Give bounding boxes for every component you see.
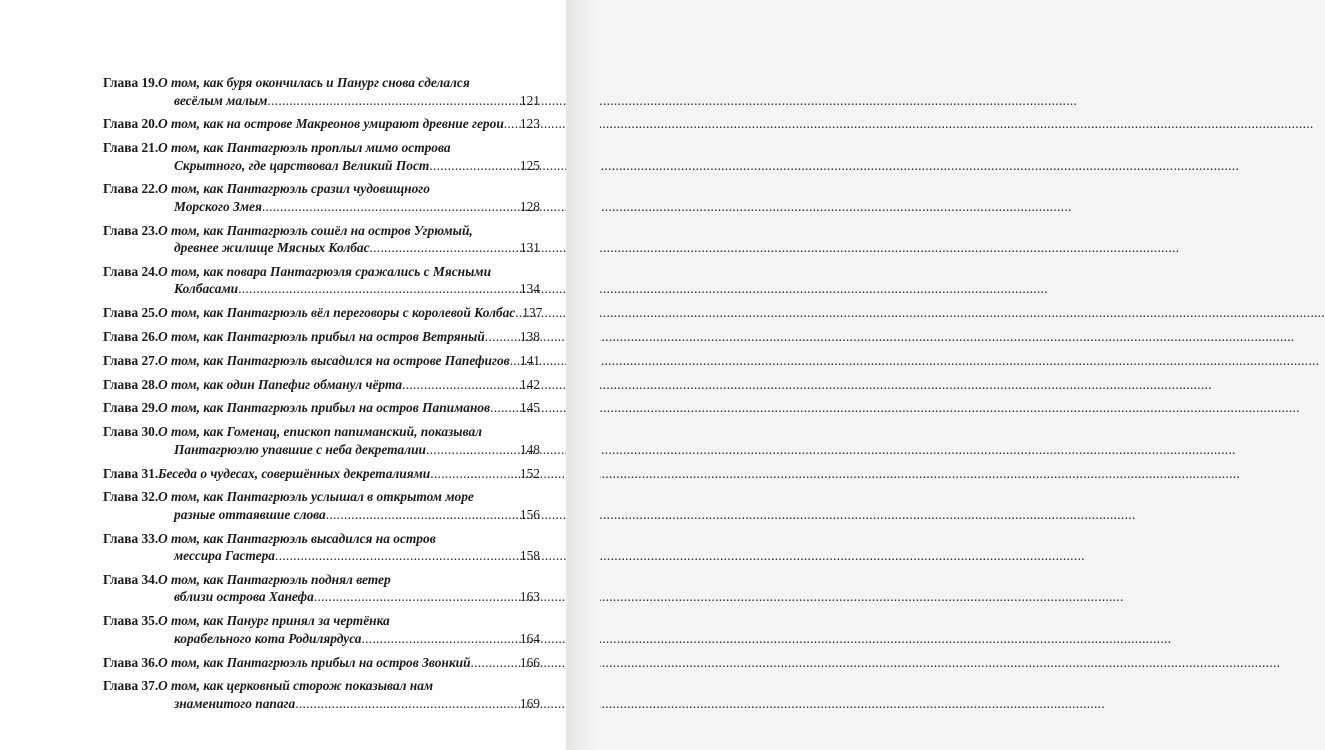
chapter-label: Глава 25. — [103, 305, 159, 321]
page-number: 131 — [519, 240, 540, 256]
chapter-title-line — [158, 239, 540, 257]
dot-leader — [471, 654, 519, 672]
dot-leader — [490, 399, 519, 417]
page-number: 145 — [519, 400, 540, 416]
chapter-body — [158, 654, 540, 672]
chapter-title-line: О том, как Пантагрюэль услышал в открытом море — [158, 489, 474, 505]
chapter-title-text: О том, как Пантагрюэль прибыл на остров Ветряный — [158, 329, 485, 345]
toc-entry — [103, 465, 540, 483]
page-number: 141 — [519, 352, 540, 368]
chapter-title-line — [158, 304, 543, 322]
chapter-body — [158, 399, 540, 417]
chapter-title-line — [158, 654, 540, 672]
dot-leader — [504, 115, 519, 133]
page-number: 125 — [519, 157, 540, 173]
dot-leader — [262, 198, 519, 216]
chapter-title-line — [158, 115, 540, 133]
chapter-title-text: О том, как Пантагрюэль вёл переговоры с королевой Колбас — [158, 305, 516, 321]
chapter-title-line: О том, как Пантагрюэль поднял ветер — [158, 571, 391, 587]
chapter-title-text: весёлым малым — [174, 92, 268, 108]
chapter-body — [158, 74, 540, 109]
chapter-title-text: О том, как Пантагрюэль прибыл на остров Звонкий — [158, 654, 471, 670]
toc-entry — [103, 488, 540, 523]
chapter-title-line: О том, как Пантагрюэль сошёл на остров Угрюмый, — [158, 222, 473, 238]
chapter-title-text: О том, как на острове Макреонов умирают древние герои — [158, 116, 504, 132]
chapter-body — [158, 465, 540, 483]
chapter-title-line — [158, 506, 540, 524]
dot-leader — [402, 376, 519, 394]
chapter-body — [158, 677, 540, 712]
chapter-title-text: Пантагрюэлю упавшие с неба декреталии — [174, 441, 427, 457]
page-number: 156 — [519, 506, 540, 522]
chapter-title-line — [158, 441, 540, 459]
dot-leader — [238, 280, 519, 298]
chapter-label: Глава 33. — [103, 530, 159, 546]
toc-entry — [103, 399, 540, 417]
chapter-label: Глава 19. — [103, 75, 159, 90]
chapter-body — [158, 180, 540, 215]
chapter-body — [158, 328, 540, 346]
chapter-title-text: Колбасами — [174, 281, 239, 297]
dot-leader — [314, 588, 519, 606]
toc-entry — [103, 222, 540, 257]
page-number: 134 — [519, 281, 540, 297]
chapter-title-line — [158, 280, 540, 298]
chapter-title-text: О том, как Пантагрюэль прибыл на остров Папиманов — [158, 400, 491, 416]
chapter-title-line: О том, как церковный сторож показывал нам — [158, 678, 434, 694]
chapter-body — [158, 612, 540, 647]
chapter-title-text: знаменитого папага — [174, 695, 296, 711]
chapter-title-text: корабельного кота Родилярдуса — [174, 630, 362, 646]
chapter-title-text: Скрытного, где царствовал Великий Пост — [174, 157, 430, 173]
toc-entry — [103, 74, 540, 109]
chapter-title-line: О том, как Гоменац, епископ папиманский, показывал — [158, 424, 483, 440]
chapter-label: Глава 37. — [103, 678, 159, 694]
chapter-title-text: древнее жилище Мясных Колбас — [174, 240, 370, 256]
chapter-body — [158, 304, 543, 322]
page-number: 123 — [519, 116, 540, 132]
chapter-title-text: разные оттаявшие слова — [174, 506, 326, 522]
chapter-title-text: Морского Змея — [174, 198, 262, 214]
chapter-title-text: О том, как Пантагрюэль высадился на острове Папефигов — [158, 352, 510, 368]
chapter-label: Глава 30. — [103, 424, 159, 440]
page-number: 166 — [519, 654, 540, 670]
chapter-label: Глава 31. — [103, 465, 159, 481]
chapter-label: Глава 22. — [103, 181, 159, 197]
toc-entry — [103, 530, 540, 565]
chapter-title-line: О том, как Панург принял за чертёнка — [158, 613, 390, 629]
chapter-label: Глава 29. — [103, 400, 159, 416]
dot-leader — [370, 239, 519, 257]
chapter-label: Глава 24. — [103, 263, 159, 279]
chapter-body — [158, 115, 540, 133]
table-of-contents — [103, 74, 543, 719]
page-number: 148 — [519, 441, 540, 457]
chapter-title-line: О том, как Пантагрюэль высадился на остров — [158, 530, 436, 546]
chapter-title-line — [158, 352, 540, 370]
dot-leader — [430, 465, 519, 483]
chapter-title-line — [158, 157, 540, 175]
chapter-title-line — [158, 376, 540, 394]
toc-entry — [103, 612, 540, 647]
chapter-body — [158, 139, 540, 174]
page-number: 163 — [519, 589, 540, 605]
toc-entry — [103, 328, 540, 346]
chapter-label: Глава 32. — [103, 489, 159, 505]
chapter-title-line — [158, 92, 540, 110]
chapter-body — [158, 263, 540, 298]
chapter-label: Глава 27. — [103, 352, 159, 368]
chapter-label: Глава 34. — [103, 571, 159, 587]
chapter-title-line: О том, как повара Пантагрюэля сражались с Мясными — [158, 263, 492, 279]
page-number: 138 — [519, 329, 540, 345]
chapter-title-line: О том, как буря окончилась и Панург снова сделался — [158, 75, 470, 90]
chapter-title-line: О том, как Пантагрюэль проплыл мимо острова — [158, 140, 451, 156]
toc-entry — [103, 115, 540, 133]
chapter-label: Глава 20. — [103, 116, 159, 132]
chapter-body — [158, 488, 540, 523]
toc-entry — [103, 304, 543, 322]
book-page — [0, 0, 566, 750]
chapter-title-line — [158, 547, 540, 565]
chapter-title-text: Беседа о чудесах, совершённых декреталиями — [158, 465, 431, 481]
toc-entry — [103, 571, 540, 606]
chapter-title-line: О том, как Пантагрюэль сразил чудовищного — [158, 181, 430, 197]
toc-entry — [103, 423, 540, 458]
toc-entry — [103, 139, 540, 174]
chapter-title-line — [158, 630, 540, 648]
chapter-label: Глава 35. — [103, 613, 159, 629]
toc-entry — [103, 180, 540, 215]
dot-leader — [275, 547, 519, 565]
chapter-label: Глава 28. — [103, 376, 159, 392]
dot-leader — [295, 695, 519, 713]
page-number: 128 — [519, 198, 540, 214]
page-number: 164 — [519, 630, 540, 646]
chapter-label: Глава 26. — [103, 329, 159, 345]
chapter-body — [158, 222, 540, 257]
dot-leader — [429, 157, 519, 175]
toc-entry — [103, 677, 540, 712]
page-number: 142 — [519, 376, 540, 392]
chapter-title-line — [158, 399, 540, 417]
page-number: 137 — [522, 305, 543, 321]
toc-entry — [103, 376, 540, 394]
chapter-body — [158, 571, 540, 606]
chapter-label: Глава 23. — [103, 222, 159, 238]
page-edge — [566, 0, 600, 750]
chapter-title-line — [158, 198, 540, 216]
chapter-body — [158, 352, 540, 370]
dot-leader — [326, 506, 519, 524]
dot-leader — [485, 328, 519, 346]
dot-leader — [362, 630, 519, 648]
dot-leader — [267, 92, 519, 110]
page-number: 121 — [519, 92, 540, 108]
dot-leader — [510, 352, 519, 370]
chapter-label: Глава 21. — [103, 140, 159, 156]
chapter-body — [158, 530, 540, 565]
chapter-title-line — [158, 328, 540, 346]
dot-leader — [426, 441, 519, 459]
chapter-body — [158, 376, 540, 394]
chapter-label: Глава 36. — [103, 654, 159, 670]
toc-entry — [103, 654, 540, 672]
chapter-title-text: мессира Гастера — [174, 548, 275, 564]
chapter-body — [158, 423, 540, 458]
page-number: 169 — [519, 695, 540, 711]
chapter-title-line — [158, 465, 540, 483]
chapter-title-line — [158, 695, 540, 713]
chapter-title-text: О том, как один Папефиг обманул чёрта — [158, 376, 403, 392]
toc-entry — [103, 352, 540, 370]
page-number: 152 — [519, 465, 540, 481]
toc-entry — [103, 263, 540, 298]
chapter-title-line — [158, 588, 540, 606]
page-number: 158 — [519, 548, 540, 564]
chapter-title-text: вблизи острова Ханефа — [174, 589, 314, 605]
